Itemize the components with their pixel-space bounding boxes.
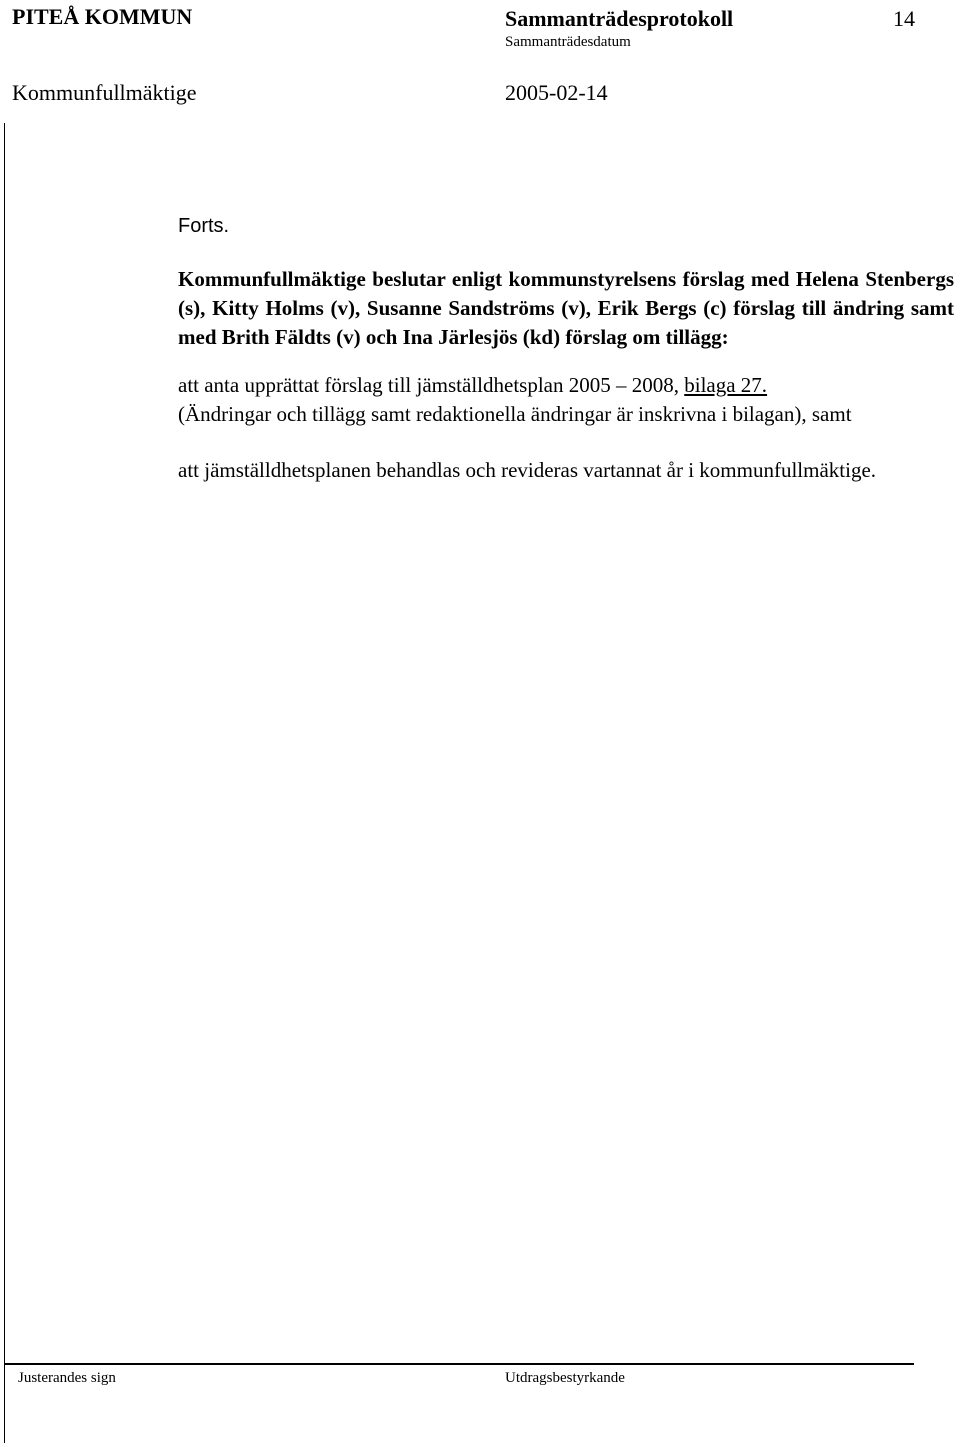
footer-rule — [4, 1363, 914, 1365]
body-name: Kommunfullmäktige — [12, 80, 197, 105]
extract-certifier-label: Utdragsbestyrkande — [505, 1370, 625, 1386]
left-margin-rule — [4, 123, 5, 1443]
attachment-link[interactable]: bilaga 27. — [684, 373, 768, 397]
municipality-name: PITEÅ KOMMUN — [12, 4, 193, 29]
clause-adopt-plan-note: (Ändringar och tillägg samt redaktionella ändringar är inskrivna i bilagan), samt — [178, 402, 852, 426]
meeting-date: 2005-02-14 — [505, 80, 608, 105]
adjuster-sign-label: Justerandes sign — [18, 1370, 116, 1386]
page-number: 14 — [893, 6, 915, 31]
continued-label: Forts. — [178, 215, 230, 237]
meeting-date-label: Sammanträdesdatum — [505, 34, 631, 50]
document-type: Sammanträdesprotokoll — [505, 6, 734, 31]
clause-revise-plan: att jämställdhetsplanen behandlas och revideras vartannat år i kommunfullmäktige. — [178, 458, 877, 482]
clause-adopt-plan-text: att anta upprättat förslag till jämställdhetsplan 2005 – 2008, — [178, 373, 685, 397]
protocol-content — [178, 212, 954, 485]
decision-paragraph: Kommunfullmäktige beslutar enligt kommunstyrelsens förslag med Helena Stenbergs (s), Kitty Holms (v), Susanne Sandströms (v), Erik Bergs (c) förslag till ändring samt med Brith Fäldts (v) och Ina Järlesjös (kd) förslag om tillägg: — [178, 267, 954, 349]
clause-adopt-plan — [178, 371, 954, 429]
